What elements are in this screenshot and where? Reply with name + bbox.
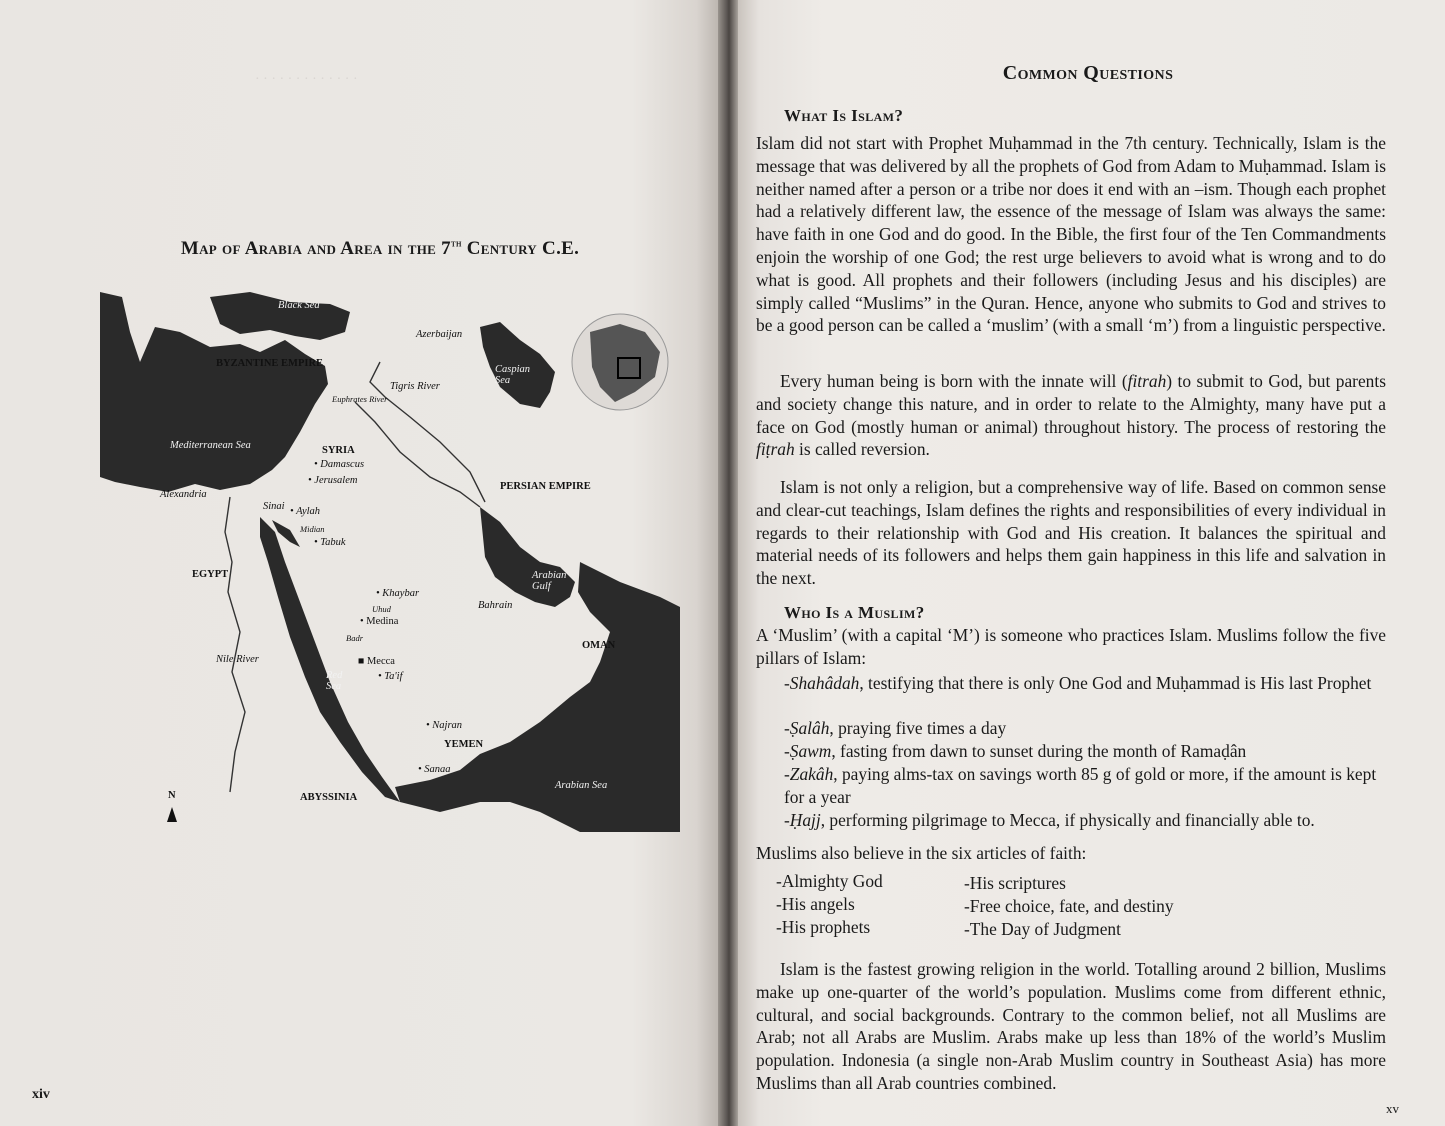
label-persian: PERSIAN EMPIRE [500,481,591,492]
articles-intro: Muslims also believe in the six articles of faith: [756,843,1087,863]
bleed-through-text: · · · · · · · · · · · · · [255,72,358,87]
article-day-of-judgment: -The Day of Judgment [964,919,1121,939]
paragraph-fastest-growing: Islam is the fastest growing religion in the world. Totalling around 2 billion, Muslims make up one-quarter of the world’s population. Muslims come from different ethnic, cultural, and social backgrounds. Contrary to the common belief, not all Muslims are Arab; not all Arabs are Muslim. Arabs make up less than 18% of the world’s Muslim population. Indonesia (a single non-Arab Muslim country in Southeast Asia) has more Muslims than all Arab countries combined. [756,959,1386,1093]
pillar-salah: -Ṣalâh, praying five times a day [784,718,1007,738]
label-nile: Nile River [216,654,259,665]
label-mecca: ■ Mecca [358,656,395,667]
label-red-sea: Red Sea [326,670,343,692]
article-angels: -His angels [776,894,855,914]
pillar-hajj: -Ḥajj, performing pilgrimage to Mecca, if physically and financially able to. [784,810,1315,830]
article-free-choice: -Free choice, fate, and destiny [964,896,1174,916]
page-number-left: xiv [32,1087,50,1102]
label-sanaa: • Sanaa [418,764,451,775]
left-page [0,0,718,1126]
label-uhud: Uhud [372,604,391,614]
book-gutter [718,0,738,1126]
label-tabuk: • Tabuk [314,537,346,548]
label-abyssinia: ABYSSINIA [300,792,358,803]
label-alexandria: Alexandria [160,489,207,500]
label-aylah: • Aylah [290,506,321,517]
label-black-sea: Black Sea [278,300,320,311]
label-midian: Midian [300,524,325,534]
label-azerbaijan: Azerbaijan [416,329,463,340]
paragraph-who-is-muslim: A ‘Muslim’ (with a capital ‘M’) is someone who practices Islam. Muslims follow the five pillars of Islam: [756,625,1386,668]
label-damascus: • Damascus [314,459,365,470]
label-mediterranean: Mediterranean Sea [170,440,251,451]
pillar-zakah: -Zakâh, paying alms-tax on savings worth 85 g of gold or more, if the amount is kept for a year [784,764,1377,807]
right-page [738,0,1445,1126]
pillar-sawm: -Ṣawm, fasting from dawn to sunset during the month of Ramaḍân [784,741,1247,761]
paragraph-fitrah: Every human being is born with the innate will (fitrah) to submit to God, but parents and society change this nature, and in order to relate to the Almighty, many have put a face on God (mostly human or animal) throughout history. The process of restoring the fiṭrah is called reversion. [756,371,1386,460]
label-najran: • Najran [426,720,463,731]
map-landmass-svg [100,292,680,832]
label-arabian-sea: Arabian Sea [555,780,608,791]
label-oman: OMAN [582,640,616,651]
label-taif: • Ta'if [378,671,403,682]
label-syria: SYRIA [322,445,355,456]
label-sinai: Sinai [263,501,285,512]
page-number-right: xv [1386,1101,1399,1116]
pillar-shahadah: -Shahâdah, testifying that there is only One God and Muḥammad is His last Prophet [784,673,1372,693]
label-bahrain: Bahrain [478,600,513,611]
label-euphrates: Euphrates River [332,394,388,404]
article-scriptures: -His scriptures [964,873,1066,893]
section-title-who-is-muslim: Who Is a Muslim? [784,603,925,622]
label-caspian: Caspian Sea [495,364,531,386]
chapter-title: Common Questions [1002,62,1174,84]
label-medina: • Medina [360,616,399,627]
paragraph-way-of-life: Islam is not only a religion, but a comprehensive way of life. Based on common sense and clear-cut teachings, Islam defines the rights and responsibilities of every individual in regards to their relationship with God and His creation. It balances the spiritual and material needs of its followers and helps them gain happiness in this life and salvation in the next. [756,477,1386,589]
map-title: Map of Arabia and Area in the 7th Century C.E. [180,238,580,259]
label-tigris: Tigris River [390,381,440,392]
article-prophets: -His prophets [776,917,871,937]
label-arabian-gulf: Arabian Gulf [532,570,567,592]
north-arrow-label: N [168,790,176,801]
label-khaybar: • Khaybar [376,588,420,599]
section-title-what-is-islam: What Is Islam? [784,106,904,125]
label-jerusalem: • Jerusalem [308,475,358,486]
mecca-marker-icon: ■ [358,656,367,667]
label-byzantine: BYZANTINE EMPIRE [216,358,324,369]
arabia-map [100,292,680,832]
label-egypt: EGYPT [192,569,229,580]
paragraph-what-is-islam: Islam did not start with Prophet Muḥammad in the 7th century. Technically, Islam is the message that was delivered by all the prophets of God from Adam to Muḥammad. Islam is neither named after a person or a tribe nor does it end with an –ism. Though each prophet had a relatively different law, the essence of the message of Islam was always the same: have faith in one God and do good. In the Bible, the first four of the Ten Commandments enjoin the worship of one God; the rest urge believers to avoid what is wrong and to do what is good. All prophets and their followers (including Jesus and his disciples) are simply called “Muslims” in the Quran. Hence, anyone who submits to God and strives to be a good person can be called a ‘muslim’ (with a small ‘m’) from a linguistic perspective. [756,133,1386,336]
label-badr: Badr [346,633,363,643]
label-yemen: YEMEN [444,739,484,750]
article-almighty-god: -Almighty God [776,871,883,891]
